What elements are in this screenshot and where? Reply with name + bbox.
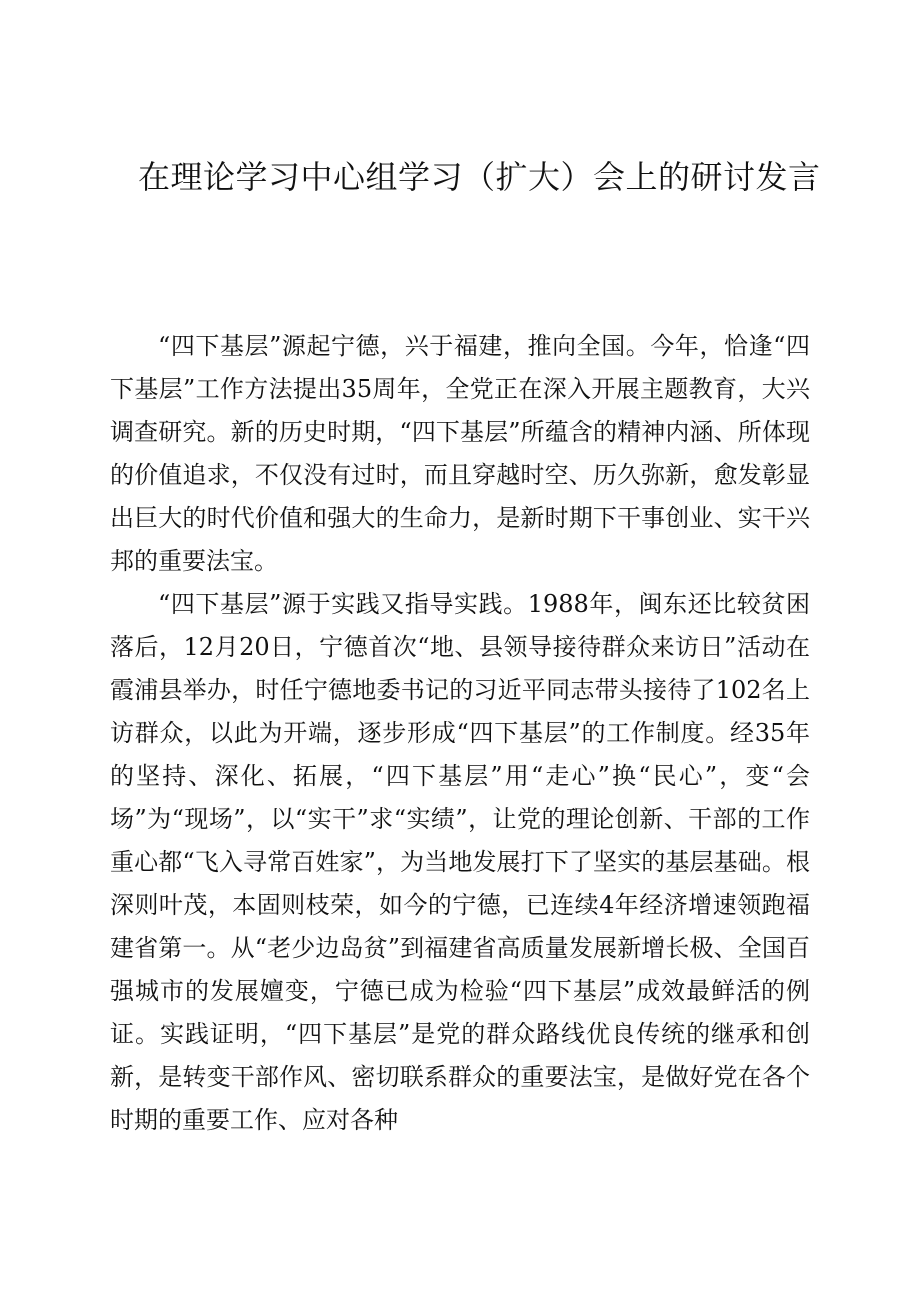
document-title: 在理论学习中心组学习（扩大）会上的研讨发言 xyxy=(138,158,821,196)
document-body xyxy=(110,325,810,1142)
paragraph: “四下基层”源于实践又指导实践。1988年，闽东还比较贫困落后，12月20日，宁德首次“地、县领导接待群众来访日”活动在霞浦县举办，时任宁德地委书记的习近平同志带头接待了102名上访群众，以此为开端，逐步形成“四下基层”的工作制度。经35年的坚持、深化、拓展，“四下基层”用“走心”换“民心”，变“会场”为“现场”，以“实干”求“实绩”，让党的理论创新、干部的工作重心都“飞入寻常百姓家”，为当地发展打下了坚实的基层基础。根深则叶茂，本固则枝荣，如今的宁德，已连续4年经济增速领跑福建省第一。从“老少边岛贫”到福建省高质量发展新增长极、全国百强城市的发展嬗变，宁德已成为检验“四下基层”成效最鲜活的例证。实践证明，“四下基层”是党的群众路线优良传统的继承和创新，是转变干部作风、密切联系群众的重要法宝，是做好党在各个时期的重要工作、应对各种 xyxy=(110,590,810,1134)
paragraph: “四下基层”源起宁德，兴于福建，推向全国。今年，恰逢“四下基层”工作方法提出35周年，全党正在深入开展主题教育，大兴调查研究。新的历史时期，“四下基层”所蕴含的精神内涵、所体现的价值追求，不仅没有过时，而且穿越时空、历久弥新，愈发彰显出巨大的时代价值和强大的生命力，是新时期下干事创业、实干兴邦的重要法宝。 xyxy=(110,332,810,575)
